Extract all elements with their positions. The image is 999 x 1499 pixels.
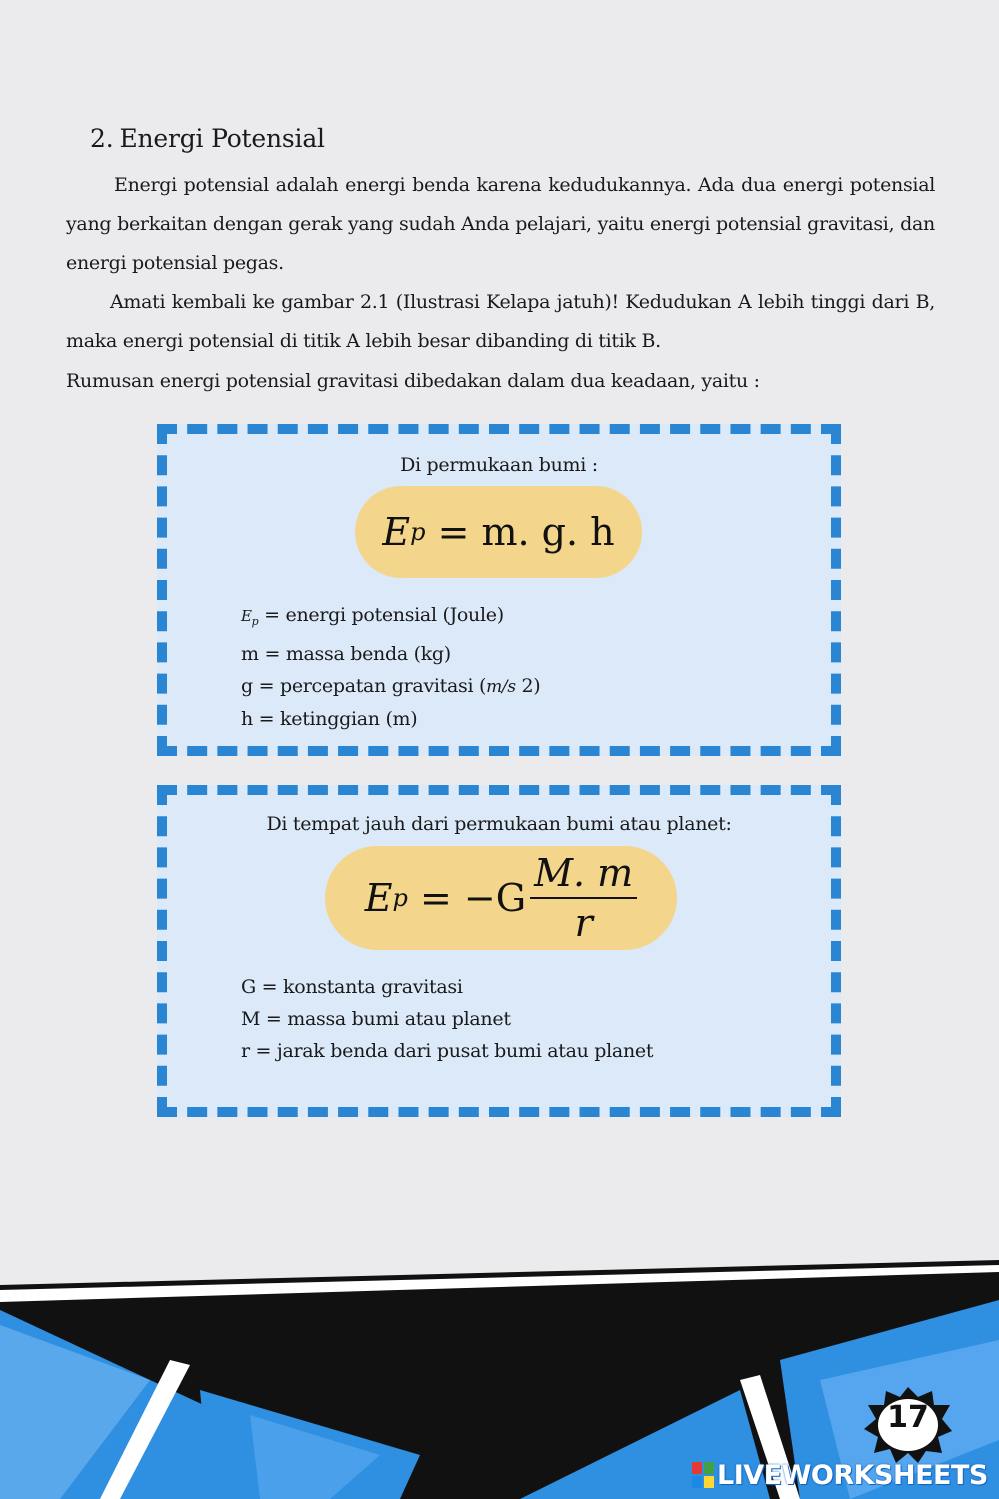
paragraph-definition: Energi potensial adalah energi benda karena kedudukannya. Ada dua energi potensial yang berkaitan dengan gerak yang sudah Anda pelajari, yaitu energi potensial gravitasi, dan energi potensial pegas. [66, 174, 935, 274]
formula-ep-subscript: p [392, 884, 408, 912]
section-heading [90, 124, 325, 153]
formula-ep-symbol: E [382, 510, 411, 554]
formula-box-surface [157, 424, 841, 756]
formula-fraction [530, 851, 637, 945]
formula-ep-subscript: p [410, 518, 426, 546]
brand-text: LIVEWORKSHEETS [717, 1459, 988, 1491]
ep-symbol: $E_p$ [241, 607, 259, 628]
box-title-far: Di tempat jauh dari permukaan bumi atau planet: [266, 813, 732, 835]
fraction-denominator: r [574, 901, 593, 945]
paragraph-formula-intro: Rumusan energi potensial gravitasi dibedakan dalam dua keadaan, yaitu : [66, 370, 760, 392]
variable-list-surface [241, 599, 540, 735]
paragraph-observation: Amati kembali ke gambar 2.1 (Ilustrasi Kelapa jatuh)! Kedudukan A lebih tinggi dari B, maka energi potensial di titik A lebih besar dibanding di titik B. [66, 291, 935, 352]
section-number: 2. [90, 124, 114, 153]
variable-h-line: h = ketinggian (m) [241, 708, 418, 730]
variable-ep-line [241, 599, 540, 638]
fraction-numerator: M. m [530, 851, 637, 899]
g-unit: m/s [486, 677, 516, 697]
formula-rhs: = m. g. h [437, 510, 615, 554]
variable-G-line: G = konstanta gravitasi [241, 976, 463, 998]
page-number: 17 [887, 1400, 929, 1435]
formula-far [325, 846, 677, 950]
variable-m-line: m = massa benda (kg) [241, 643, 451, 665]
variable-g-line: g = percepatan gravitasi (m/s 2) [241, 675, 541, 697]
section-title: Energi Potensial [119, 124, 325, 153]
formula-mid: = −G [419, 876, 527, 920]
formula-ep-symbol: E [364, 876, 393, 920]
variable-M-line: M = massa bumi atau planet [241, 1008, 511, 1030]
variable-r-line: r = jarak benda dari pusat bumi atau planet [241, 1040, 654, 1062]
liveworksheets-logo-icon [692, 1462, 714, 1488]
formula-surface [355, 486, 642, 578]
variable-list-far [241, 971, 653, 1067]
box-title-surface: Di permukaan bumi : [400, 454, 598, 476]
liveworksheets-brand[interactable] [692, 1459, 988, 1491]
ep-description: = energi potensial (Joule) [258, 604, 504, 626]
formula-box-far [157, 785, 841, 1117]
